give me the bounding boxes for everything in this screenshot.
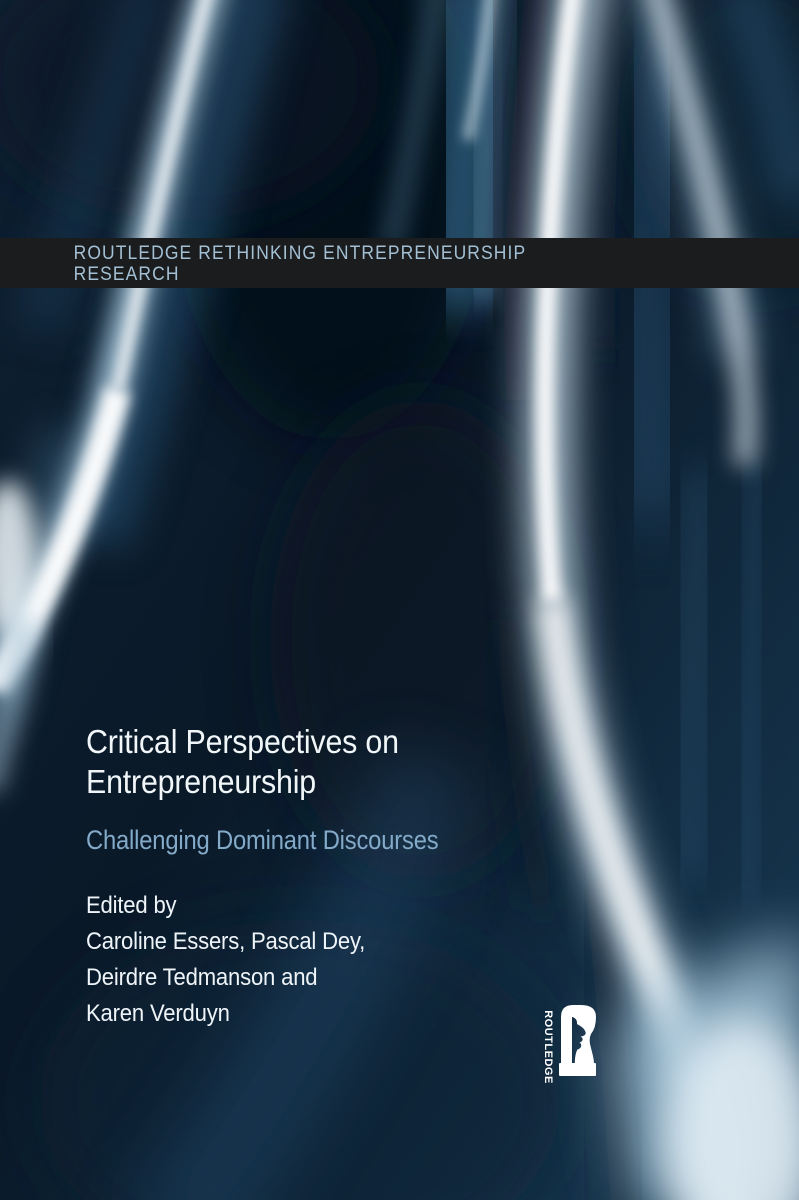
editor-names-line: Karen Verduyn xyxy=(86,1000,230,1027)
publisher-name-vertical: ROUTLEDGE xyxy=(542,1010,554,1084)
series-band-line2: RESEARCH xyxy=(73,264,180,285)
routledge-r-face-monogram-icon xyxy=(558,1004,597,1077)
series-band-line1: ROUTLEDGE RETHINKING ENTREPRENEURSHIP xyxy=(73,243,527,264)
editor-names-line: Deirdre Tedmanson and xyxy=(86,964,318,991)
edited-by-label: Edited by xyxy=(86,892,177,919)
book-title-line1: Critical Perspectives on xyxy=(86,723,399,760)
series-band xyxy=(0,238,799,288)
book-subtitle: Challenging Dominant Discourses xyxy=(86,825,439,855)
book-title-line2: Entrepreneurship xyxy=(86,763,316,800)
editor-names-line: Caroline Essers, Pascal Dey, xyxy=(86,928,366,955)
book-title xyxy=(86,722,399,802)
editors-block xyxy=(86,888,365,1032)
